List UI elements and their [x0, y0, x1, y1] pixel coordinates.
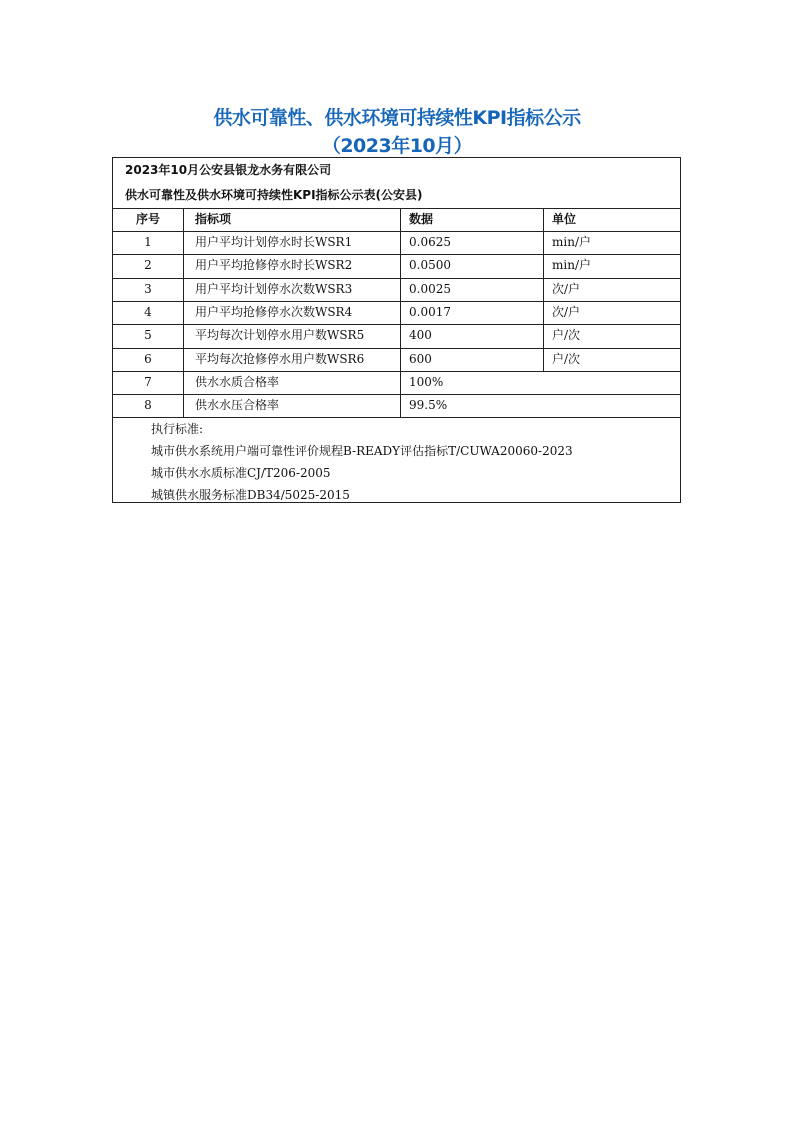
company-line: 2023年10月公安县银龙水务有限公司 — [125, 163, 332, 177]
kpi-table — [112, 157, 681, 503]
indicator-unit: 户/次 — [552, 352, 581, 366]
indicator-unit: 次/户 — [552, 305, 581, 319]
row-number: 3 — [144, 282, 152, 296]
row-number: 5 — [144, 328, 152, 342]
indicator-unit: 次/户 — [552, 282, 581, 296]
document-title: 供水可靠性、供水环境可持续性KPI指标公示 — [213, 107, 581, 129]
indicator-unit: min/户 — [552, 235, 591, 249]
indicator-unit: 户/次 — [552, 328, 581, 342]
standard-item: 城市供水水质标准CJ/T206-2005 — [151, 466, 331, 480]
indicator-value: 0.0025 — [409, 282, 451, 296]
indicator-name: 供水水压合格率 — [195, 398, 280, 412]
indicator-name: 平均每次抢修停水用户数WSR6 — [195, 352, 365, 366]
row-number: 2 — [144, 258, 152, 272]
indicator-name: 用户平均计划停水时长WSR1 — [195, 235, 353, 249]
indicator-value: 0.0017 — [409, 305, 451, 319]
row-number: 4 — [144, 305, 152, 319]
row-number: 7 — [144, 375, 152, 389]
table-row — [113, 324, 680, 347]
indicator-name: 用户平均抢修停水次数WSR4 — [195, 305, 353, 319]
indicator-unit: min/户 — [552, 258, 591, 272]
standard-item: 城镇供水服务标准DB34/5025-2015 — [151, 488, 350, 502]
table-row — [113, 394, 680, 417]
indicator-value: 400 — [409, 328, 432, 342]
document-period: （2023年10月） — [321, 135, 473, 157]
header-cell: 单位 — [552, 212, 577, 226]
indicator-name: 用户平均计划停水次数WSR3 — [195, 282, 353, 296]
table-row — [113, 231, 680, 254]
table-row — [113, 371, 680, 394]
indicator-value: 0.0625 — [409, 235, 451, 249]
indicator-value: 99.5% — [409, 398, 448, 412]
row-number: 6 — [144, 352, 152, 366]
standards-label: 执行标准: — [151, 422, 204, 436]
indicator-name: 平均每次计划停水用户数WSR5 — [195, 328, 365, 342]
table-row — [113, 348, 680, 371]
table-row — [113, 254, 680, 277]
header-cell: 数据 — [409, 212, 434, 226]
standard-item: 城市供水系统用户端可靠性评价规程B-READY评估指标T/CUWA20060-2023 — [151, 444, 573, 458]
indicator-value: 100% — [409, 375, 444, 389]
table-row — [113, 301, 680, 324]
header-cell: 序号 — [135, 212, 160, 226]
indicator-name: 供水水质合格率 — [195, 375, 280, 389]
header-cell: 指标项 — [195, 212, 232, 226]
table-subtitle: 供水可靠性及供水环境可持续性KPI指标公示表(公安县) — [125, 188, 423, 202]
row-number: 1 — [144, 235, 152, 249]
indicator-value: 0.0500 — [409, 258, 451, 272]
row-number: 8 — [144, 398, 152, 412]
indicator-value: 600 — [409, 352, 432, 366]
indicator-name: 用户平均抢修停水时长WSR2 — [195, 258, 353, 272]
table-row — [113, 278, 680, 301]
